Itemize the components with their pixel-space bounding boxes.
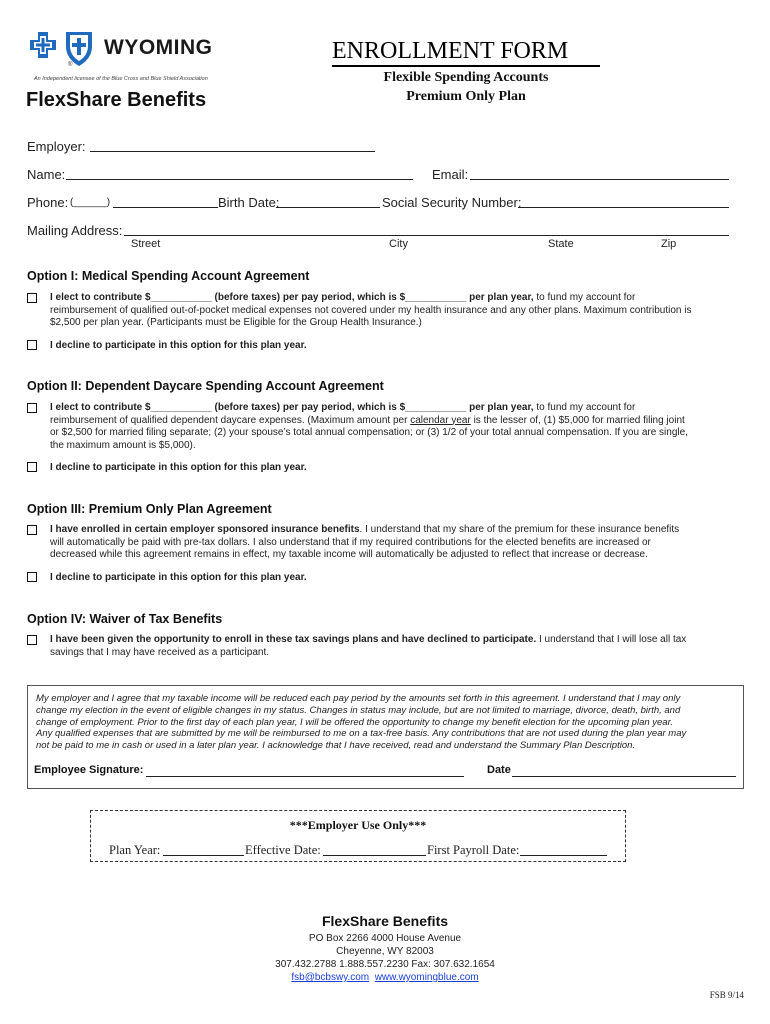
option-1-title: Option I: Medical Spending Account Agreement — [27, 269, 310, 283]
option-1-decline-text: I decline to participate in this option for this plan year. — [50, 340, 307, 351]
subtitle-fsa: Flexible Spending Accounts — [383, 70, 549, 85]
option-4-title: Option IV: Waiver of Tax Benefits — [27, 612, 223, 626]
first-payroll-date-field[interactable] — [520, 844, 607, 856]
registered-mark: ® — [68, 62, 73, 68]
option-3-title: Option III: Premium Only Plan Agreement — [27, 502, 272, 516]
form-code: FSB 9/14 — [709, 990, 744, 1000]
zip-caption: Zip — [661, 238, 677, 250]
bcbs-logo — [26, 26, 102, 74]
footer-city: Cheyenne, WY 82003 — [336, 946, 434, 957]
footer-title: FlexShare Benefits — [321, 913, 449, 929]
footer-links — [0, 972, 770, 983]
employee-signature-field[interactable] — [146, 765, 464, 777]
option-3-decline-checkbox[interactable] — [27, 572, 37, 582]
option-3-decline-text: I decline to participate in this option for this plan year. — [50, 572, 307, 583]
email-field[interactable] — [470, 168, 729, 180]
option-2-elect-checkbox[interactable] — [27, 403, 37, 413]
footer-address: PO Box 2266 4000 House Avenue — [308, 933, 462, 944]
agreement-text: My employer and I agree that my taxable income will be reduced each pay period by the amounts set forth in this agreement. I understand that I may only change my election in the event of eligible changes in my status. Changes in status may include, but are not limited to marriage, divorce, death, birth, and change of employment. Prior to the first day of each plan year, I will be offered the opportunity to change my benefit election for the upcoming plan year. Any qualified expenses that are submitted by me will be reimbursed to me on a tax-free basis. Any contributions that are not used during the plan year may not be paid to me in cash or used in a later plan year. I acknowledge that I have received, read and understand the Summary Plan Description. — [36, 693, 687, 752]
mailing-address-label: Mailing Address: — [27, 223, 123, 238]
city-caption: City — [389, 238, 408, 250]
option-4-waiver-text: I have been given the opportunity to enroll in these tax savings plans and have declined to participate. I understand that I will lose all tax savings that I may have received as a participant. — [50, 634, 687, 658]
phone-label: Phone: — [27, 195, 69, 210]
street-caption: Street — [131, 238, 161, 250]
effective-date-label: Effective Date: — [245, 843, 321, 857]
ssn-label: Social Security Number: — [382, 195, 522, 210]
ssn-field[interactable] — [518, 196, 729, 208]
option-2-decline-checkbox[interactable] — [27, 462, 37, 472]
first-payroll-date-label: First Payroll Date: — [427, 843, 520, 857]
blue-cross-icon — [26, 26, 102, 74]
plan-year-field[interactable] — [163, 844, 244, 856]
employer-label: Employer: — [27, 139, 86, 154]
option-1-decline-checkbox[interactable] — [27, 340, 37, 350]
phone-area-code: (______) — [70, 197, 111, 208]
phone-field[interactable] — [113, 196, 218, 208]
option-2-elect-text: I elect to contribute $___________ (before taxes) per pay period, which is $___________ per plan year, to fund my account for reimbursement of qualified dependent daycare expenses. (Maximum amount per calendar year is the lesser of, (1) $5,000 for married filing joint or $2,500 for married filing separate; (2) your spouse’s total annual compensation; or (3) 1/2 of your total annual compensation. If you are single, the maximum amount is $5,000). — [50, 402, 688, 451]
date-field[interactable] — [512, 765, 736, 777]
licensee-text: An Independent licensee of the Blue Cross and Blue Shield Association — [34, 76, 208, 82]
option-3-enroll-text: I have enrolled in certain employer sponsored insurance benefits. I understand that my share of the premium for these insurance benefits will automatically be paid with pre-tax dollars. I also understand that if my required contributions for the elected benefits are increased or decreased while this agreement remains in effect, my taxable income will automatically be adjusted to reflect that increase or decrease. — [50, 524, 680, 560]
footer-website-link[interactable]: www.wyomingblue.com — [374, 972, 479, 983]
effective-date-field[interactable] — [323, 844, 426, 856]
name-label: Name: — [27, 167, 66, 182]
date-label: Date — [487, 764, 511, 776]
subtitle-pop: Premium Only Plan — [406, 89, 526, 104]
mailing-address-field[interactable] — [124, 224, 729, 236]
footer-email-link[interactable]: fsb@bcbswy.com — [291, 972, 370, 983]
employee-signature-label: Employee Signature: — [34, 764, 144, 776]
birth-date-field[interactable] — [276, 196, 380, 208]
employer-use-title: ***Employer Use Only*** — [289, 818, 427, 832]
company-title: FlexShare Benefits — [26, 89, 207, 111]
footer-phones: 307.432.2788 1.888.557.2230 Fax: 307.632.1654 — [275, 959, 495, 970]
option-1-elect-text: I elect to contribute $___________ (before taxes) per pay period, which is $___________ per plan year, to fund my account for reimbursement of qualified out-of-pocket medical expenses not covered under my health insurance and any other plans. Maximum contribution is $2,500 per plan year. (Participants must be Eligible for the Group Health Insurance.) — [50, 292, 692, 328]
email-label: Email: — [432, 167, 469, 182]
option-2-title: Option II: Dependent Daycare Spending Account Agreement — [27, 379, 384, 393]
option-3-enroll-checkbox[interactable] — [27, 525, 37, 535]
blue-shield-icon — [66, 32, 92, 66]
employer-field[interactable] — [90, 140, 375, 152]
option-2-decline-text: I decline to participate in this option for this plan year. — [50, 462, 307, 473]
option-1-elect-checkbox[interactable] — [27, 293, 37, 303]
state-caption: State — [548, 238, 574, 250]
brand-name: WYOMING — [104, 36, 213, 59]
plan-year-label: Plan Year: — [109, 843, 161, 857]
birth-date-label: Birth Date: — [218, 195, 280, 210]
form-title: ENROLLMENT FORM — [332, 38, 600, 67]
option-4-waiver-checkbox[interactable] — [27, 635, 37, 645]
name-field[interactable] — [66, 168, 413, 180]
